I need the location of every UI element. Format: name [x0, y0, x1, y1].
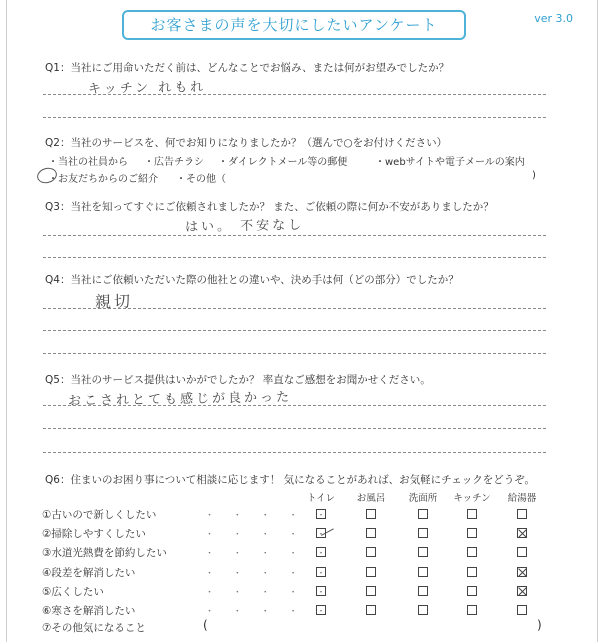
- question-4: Q4：当社にご依頼いただいた際の他社との違いや、決め手は何（どの部分）でしたか？: [45, 274, 459, 286]
- checkbox-kitchen[interactable]: [467, 509, 477, 519]
- checkbox-toilet[interactable]: [316, 509, 326, 519]
- leader-dots: ・ ・ ・ ・ ・: [205, 607, 334, 617]
- row-label: ④段差を解消したい: [42, 567, 136, 579]
- checkbox-water-heater[interactable]: [517, 586, 527, 596]
- scan-edge-right: [597, 0, 598, 642]
- option-website[interactable]: ・webサイトや電子メールの案内: [375, 157, 525, 168]
- leader-dots: ・ ・ ・ ・ ・: [205, 588, 334, 598]
- checkbox-washroom[interactable]: [418, 547, 428, 557]
- question-2: Q2：当社のサービスを、何でお知りになりましたか？（選んで○をお付けください）: [45, 137, 448, 149]
- answer-line: [43, 452, 546, 453]
- option-other[interactable]: ・その他（: [176, 174, 226, 185]
- answer-line: [43, 428, 546, 429]
- answer-line: [43, 330, 546, 331]
- checkbox-kitchen[interactable]: [467, 586, 477, 596]
- row-label: ③水道光熱費を節約したい: [42, 547, 167, 559]
- option-friend-referral[interactable]: ・お友だちからのご紹介: [48, 174, 158, 185]
- question-3: Q3：当社を知ってすぐにご依頼されましたか？ また、ご依頼の際に何か不安がありましたか？: [45, 201, 494, 213]
- row-label: ⑤広くしたい: [42, 586, 104, 598]
- checkbox-toilet[interactable]: [316, 528, 326, 538]
- leader-dots: ・ ・ ・ ・ ・: [205, 569, 334, 579]
- answer-line: [43, 308, 546, 309]
- checkbox-water-heater[interactable]: [517, 528, 527, 538]
- row-label: ①古いので新しくしたい: [42, 509, 157, 521]
- checkbox-bath[interactable]: [366, 509, 376, 519]
- answer-4-handwriting[interactable]: 親切: [94, 291, 134, 312]
- checkbox-water-heater[interactable]: [517, 509, 527, 519]
- answer-line: [43, 117, 546, 118]
- checkbox-toilet[interactable]: [316, 547, 326, 557]
- row-label: ⑥寒さを解消したい: [42, 605, 136, 617]
- answer-5-handwriting[interactable]: おこされとても感じが良かった: [67, 390, 293, 409]
- leader-dots: ・ ・ ・ ・ ・: [205, 511, 334, 521]
- checkbox-washroom[interactable]: [418, 528, 428, 538]
- survey-title: お客さまの声を大切にしたいアンケート: [122, 10, 466, 40]
- checkbox-toilet[interactable]: [316, 586, 326, 596]
- checkbox-water-heater[interactable]: [517, 547, 527, 557]
- checkbox-water-heater[interactable]: [517, 605, 527, 615]
- column-water-heater: 給湯器: [507, 493, 537, 504]
- scan-edge-left: [6, 0, 7, 642]
- checkbox-bath[interactable]: [366, 567, 376, 577]
- question-6: Q6：住まいのお困り事について相談に応じます！ 気になることがあれば、お気軽にチェックをどうぞ。: [45, 474, 536, 486]
- answer-line: [43, 94, 546, 95]
- option-flyer[interactable]: ・広告チラシ: [144, 157, 204, 168]
- checkbox-toilet[interactable]: [316, 567, 326, 577]
- answer-line: [43, 235, 546, 236]
- question-5: Q5：当社のサービス提供はいかがでしたか？ 率直なご感想をお聞かせください。: [45, 374, 431, 386]
- checkbox-bath[interactable]: [366, 605, 376, 615]
- column-bath: お風呂: [356, 493, 386, 504]
- leader-dots: ・ ・ ・ ・ ・: [205, 530, 334, 540]
- other-open-paren: (: [203, 618, 208, 632]
- checkbox-water-heater[interactable]: [517, 567, 527, 577]
- checkbox-washroom[interactable]: [418, 605, 428, 615]
- question-1: Q1：当社にご用命いただく前は、どんなことでお悩み、または何がお望みでしたか？: [45, 62, 450, 74]
- checkbox-bath[interactable]: [366, 547, 376, 557]
- row-label: ②掃除しやすくしたい: [42, 528, 146, 540]
- checkbox-kitchen[interactable]: [467, 567, 477, 577]
- column-kitchen: キッチン: [453, 493, 491, 504]
- checkbox-kitchen[interactable]: [467, 605, 477, 615]
- column-washroom: 洗面所: [408, 493, 438, 504]
- leader-dots: ・ ・ ・ ・ ・: [205, 549, 334, 559]
- checkbox-washroom[interactable]: [418, 586, 428, 596]
- option-employee[interactable]: ・当社の社員から: [48, 157, 128, 168]
- row-other-label: ⑦その他気になること: [42, 622, 146, 634]
- column-toilet: トイレ: [306, 493, 336, 504]
- checkbox-washroom[interactable]: [418, 509, 428, 519]
- answer-line: [43, 257, 546, 258]
- checkbox-toilet[interactable]: [316, 605, 326, 615]
- option-direct-mail[interactable]: ・ダイレクトメール等の郵便: [218, 157, 348, 168]
- answer-line: [43, 405, 546, 406]
- checkbox-washroom[interactable]: [418, 567, 428, 577]
- checkbox-bath[interactable]: [366, 586, 376, 596]
- answer-3-handwriting[interactable]: はい。 不安なし: [184, 217, 305, 236]
- version-label: ver 3.0: [534, 12, 573, 25]
- answer-line: [43, 353, 546, 354]
- checkbox-bath[interactable]: [366, 528, 376, 538]
- other-close-paren: ): [537, 618, 542, 632]
- checkbox-kitchen[interactable]: [467, 528, 477, 538]
- other-close-paren: ): [532, 170, 536, 181]
- answer-1-handwriting[interactable]: キッチン れもれ: [87, 79, 207, 98]
- checkbox-kitchen[interactable]: [467, 547, 477, 557]
